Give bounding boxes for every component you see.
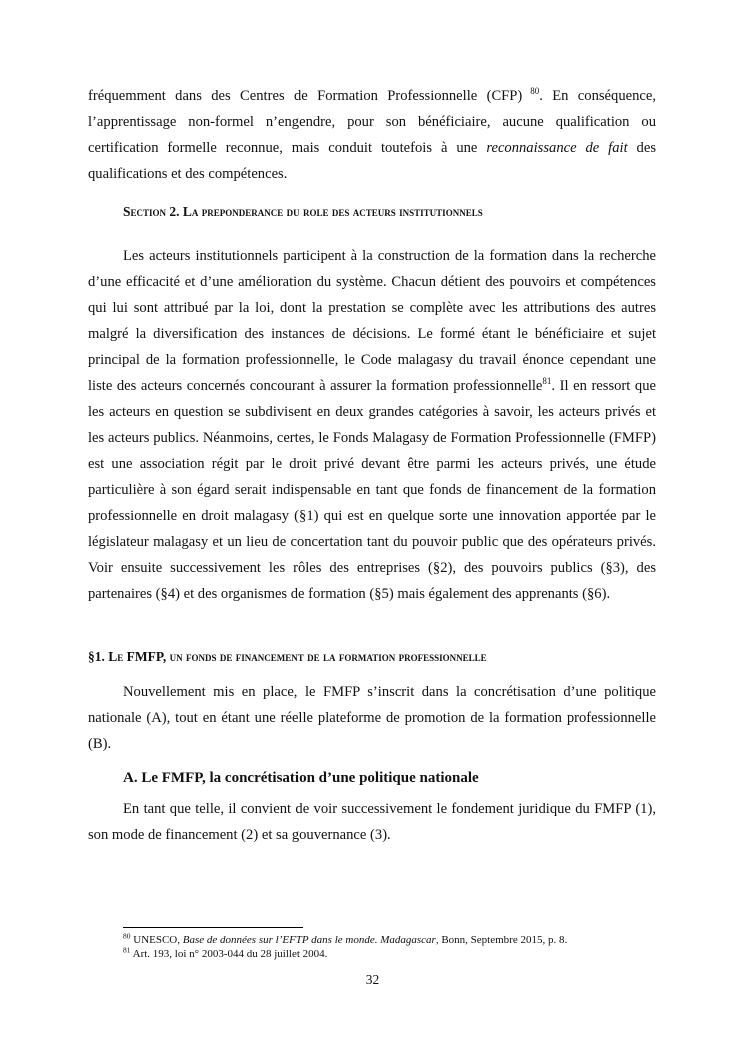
text: , Bonn, Septembre 2015, p. 8. <box>435 934 568 946</box>
text: fréquemment dans des Centres de Formation Professionnelle (CFP) <box>88 88 523 104</box>
paragraph-fmfp-intro: Nouvellement mis en place, le FMFP s’inscrit dans la concrétisation d’une politique nationale (A), tout en étant une réelle plateforme de promotion de la formation professionnelle (B). <box>88 684 656 752</box>
text: . Il en ressort que les acteurs en question se subdivisent en deux grandes catégories à savoir, les acteurs privés et les acteurs publics. Néanmoins, certes, le Fonds Malagasy de Formation Professionnelle (FMFP) est une association régit par le droit privé devant être parmi les acteurs privés, une étude particulière à son égard serait indispensable en tant que fonds de financement de la formation professionnelle en droit malagasy (§1) qui est en quelque sorte une innovation apportée par le législateur malagasy et un lieu de concertation tant du pouvoir public que des opérateurs privés. Voir ensuite successivement les rôles des entreprises (§2), des pouvoirs publics (§3), des partenaires (§4) et des organismes de formation (§5) mais également des apprenants (§6). <box>88 378 656 602</box>
page-number: 32 <box>365 972 380 987</box>
footnote-number: 80 <box>123 931 131 941</box>
paragraph-heading-fmfp: §1. Le FMFP, un fonds de financement de la formation professionnelle <box>88 649 487 664</box>
footnote-separator <box>123 927 303 928</box>
footnote-80 <box>123 933 567 947</box>
text: Art. 193, loi n° 2003-044 du 28 juillet 2004. <box>130 948 328 960</box>
emphasis-text: reconnaissance de fait <box>486 140 628 156</box>
text: des qualifications et des compétences. <box>88 140 657 182</box>
footnote-ref-80[interactable]: 80 <box>522 86 540 97</box>
paragraph-fmfp-plan: En tant que telle, il convient de voir successivement le fondement juridique du FMFP (1), son mode de financement (2) et sa gouvernance (3). <box>88 801 656 843</box>
emphasis-text: Base de données sur l’EFTP dans le monde. Madagascar <box>182 934 436 946</box>
paragraph-acteurs-institutionnels <box>88 243 656 607</box>
text: UNESCO, <box>130 934 183 946</box>
footnote-number: 81 <box>123 945 131 955</box>
text: . En conséquence, l’apprentissage non-formel n’engendre, pour son bénéficiaire, aucune qualification ou certification formelle reconnue, mais conduit toutefois à une <box>88 88 656 156</box>
paragraph-cfp-continuation <box>88 83 656 187</box>
section-heading: Section 2. La preponderance du role des acteurs institutionnels <box>123 204 483 219</box>
sub-heading-a: A. Le FMFP, la concrétisation d’une politique nationale <box>123 770 479 786</box>
footnote-ref-81[interactable]: 81 <box>542 376 552 387</box>
text: Les acteurs institutionnels participent à la construction de la formation dans la recherche d’une efficacité et d’une amélioration du système. Chacun détient des pouvoirs et compétences qui lui sont attribué par la loi, dont la prestation se complète avec les attributions des autres malgré la diversification des instances de décisions. Le formé étant le bénéficiaire et sujet principal de la formation professionnelle, le Code malagasy du travail énonce cependant une liste des acteurs concernés concourant à assurer la formation professionnelle <box>88 248 656 394</box>
footnote-81 <box>123 947 327 961</box>
